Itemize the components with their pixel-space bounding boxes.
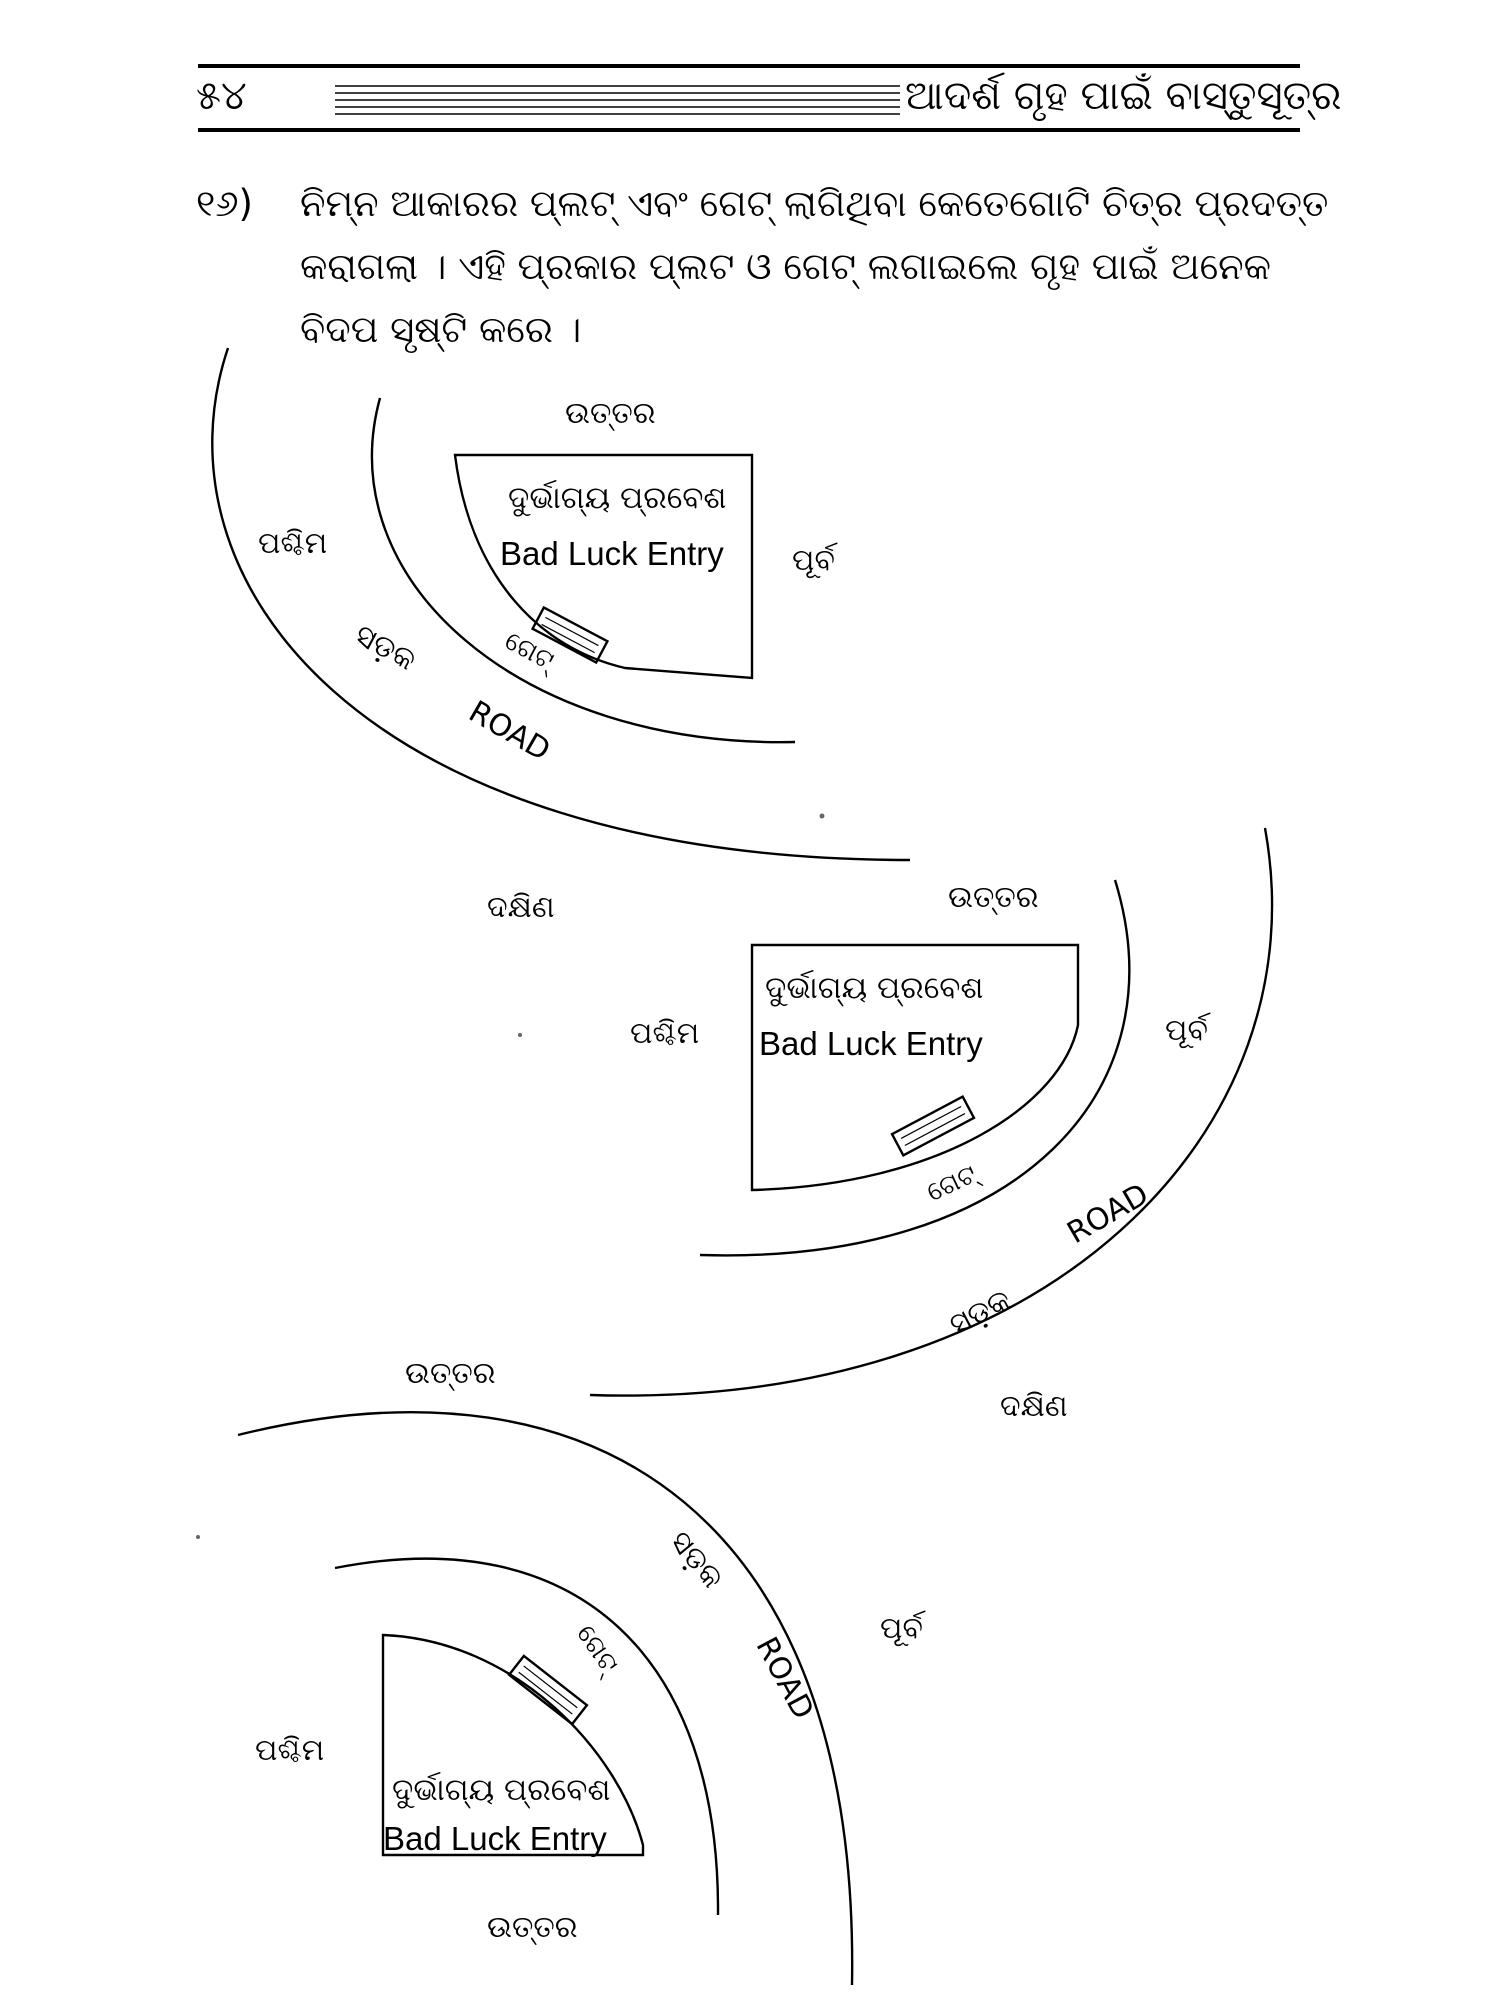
direction-north: ଉତ୍ତର [948,880,1039,915]
paragraph-number: ୧୬) [196,182,253,225]
direction-west: ପଶ୍ଚିମ [258,526,328,561]
bad-luck-label-odia: ଦୁର୍ଭାଗ୍ୟ ପ୍ରବେଶ [765,970,984,1006]
direction-east: ପୂର୍ବ [880,1611,923,1646]
road-label-odia: ସଡ଼କ [662,1524,731,1596]
gate-block [509,1656,587,1724]
gate-label: ଗେଟ୍ [922,1159,982,1209]
bad-luck-label-odia: ଦୁର୍ଭାଗ୍ୟ ପ୍ରବେଶ [508,480,727,516]
page-number: ୫୪ [196,73,247,119]
direction-south: ଦକ୍ଷିଣ [1000,1389,1068,1424]
diagram-3 [238,1356,926,1985]
direction-west: ପଶ୍ଚିମ [630,1016,700,1051]
road-inner-curve [700,880,1129,1255]
direction-north: ଉତ୍ତର [565,396,656,431]
bad-luck-label-english: Bad Luck Entry [500,535,724,572]
road-label-odia: ସଡ଼କ [348,617,422,679]
road-outer-curve [212,348,910,860]
gate-label: ଗେଟ୍ [570,1619,624,1679]
road-label-english: ROAD [1061,1176,1155,1252]
gate-label: ଗେଟ୍ [499,625,559,677]
header-rules [198,66,1300,130]
direction-east: ପୂର୍ବ [1165,1013,1208,1048]
paragraph-line-3: ବିଦପ ସୃଷ୍ଟି କରେ । [300,308,582,351]
bad-luck-label-odia: ଦୁର୍ଭାଗ୍ୟ ପ୍ରବେଶ [392,1772,611,1808]
direction-west: ପଶ୍ଚିମ [255,1733,325,1768]
bad-luck-label-english: Bad Luck Entry [383,1820,607,1857]
direction-east: ପୂର୍ବ [792,543,835,578]
road-outer-curve [590,828,1272,1396]
paragraph-line-1: ନିମ୍ନ ଆକାରର ପ୍ଲଟ୍ ଏବଂ ଗେଟ୍ ଲାଗିଥିବା କେତେଗୋଟି ଚିତ୍ର ପ୍ରଦତ୍ତ [300,182,1329,225]
road-label-english: ROAD [748,1631,821,1726]
direction-north-bottom: ଉତ୍ତର [487,1910,578,1945]
diagram-2 [590,828,1272,1424]
direction-north-top: ଉତ୍ତର [405,1356,496,1391]
gate-block [892,1097,974,1156]
road-label-odia: ସଡ଼କ [943,1281,1017,1343]
road-label-english: ROAD [462,694,557,769]
road-inner-curve [335,1559,718,1915]
diagram-1 [212,348,910,925]
running-title: ଆଦର୍ଶ ଗୃହ ପାଇଁ ବାସ୍ତୁସୂତ୍ର [905,73,1342,119]
direction-south: ଦକ୍ଷିଣ [487,890,555,925]
paragraph-line-2: କରାଗଲା । ଏହି ପ୍ରକାର ପ୍ଲଟ ଓ ଗେଟ୍ ଲଗାଇଲେ ଗୃହ ପାଇଁ ଅନେକ [300,245,1272,288]
bad-luck-label-english: Bad Luck Entry [759,1025,983,1062]
